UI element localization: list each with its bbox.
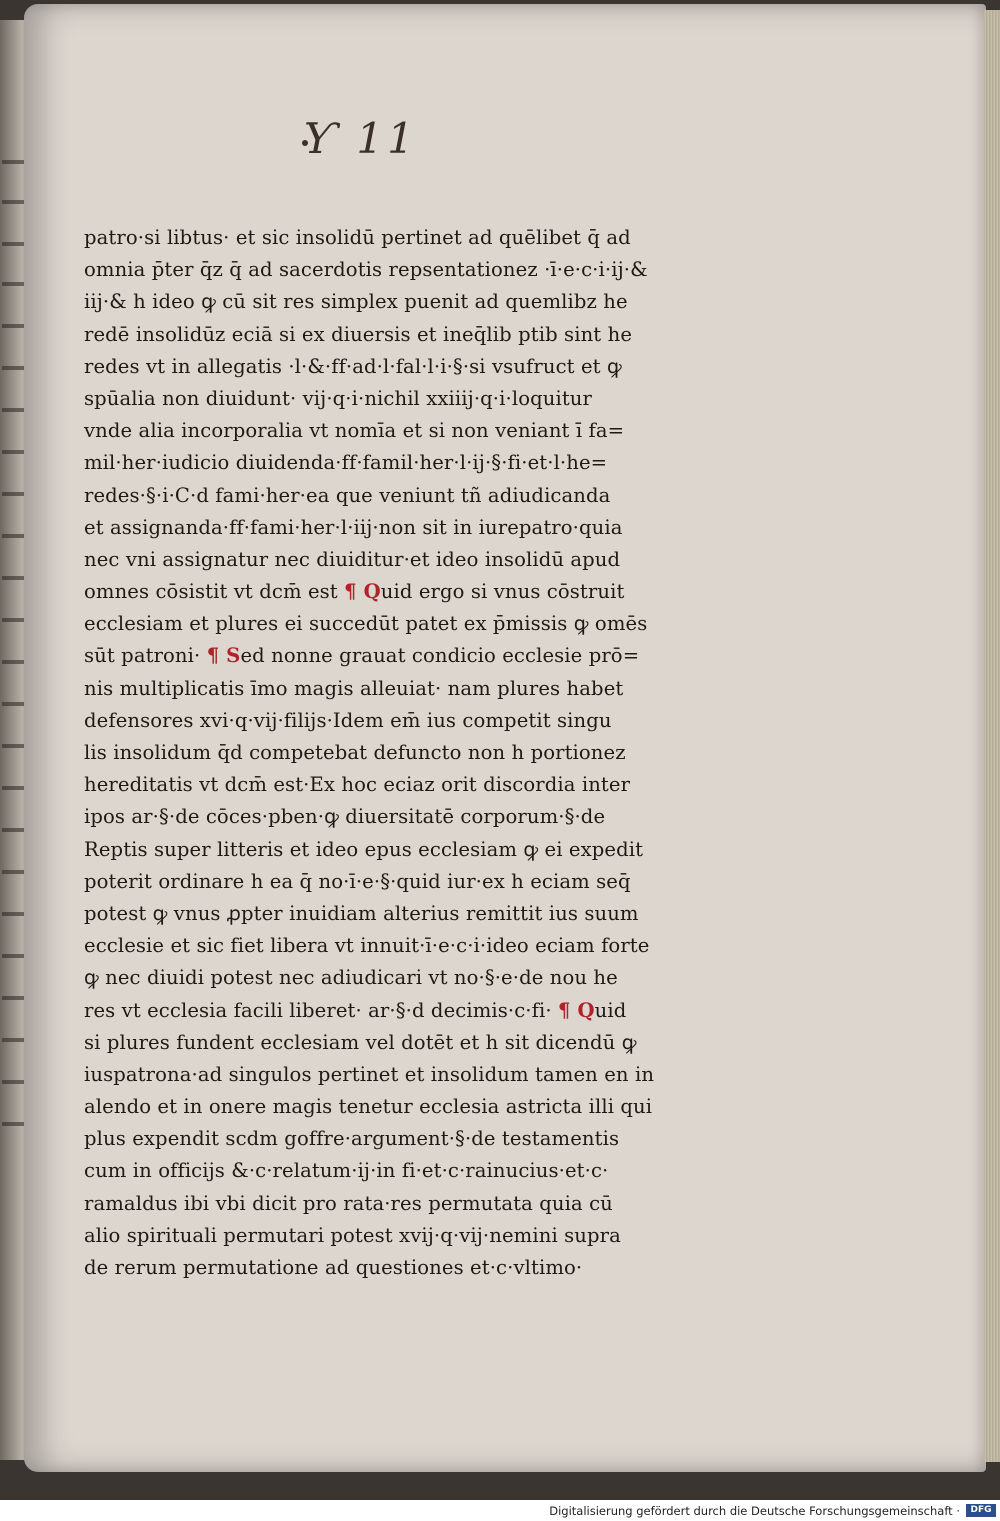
text-segment: uid ergo si vnus cōstruit — [380, 580, 625, 604]
text-segment: ramaldus ibi vbi dicit pro rata·res permutata quia cū — [84, 1191, 613, 1215]
rubricated-initial: ¶ S — [206, 644, 241, 668]
text-line — [84, 1252, 684, 1284]
text-line — [84, 608, 684, 640]
text-segment: poterit ordinare h ea q̄ no·ī·e·§·quid iur·ex h eciam seq̄ — [84, 869, 631, 893]
manuscript-page — [24, 4, 986, 1472]
text-segment: ed nonne grauat condicio ecclesie prō= — [240, 644, 640, 668]
text-segment: si plures fundent ecclesiam vel dotēt et h sit dicendū ꝙ — [84, 1030, 637, 1054]
text-segment: omnes cōsistit vt dcm̄ est — [84, 580, 345, 604]
text-line — [84, 1155, 684, 1187]
text-line — [84, 383, 684, 415]
text-line — [84, 640, 684, 672]
footer-bar — [0, 1500, 1000, 1521]
page-stack-edge — [984, 10, 1000, 1462]
incunable-text-block — [84, 222, 684, 1284]
text-segment: defensores xvi·q·vij·filijs·Idem em̄ ius competit singu — [84, 708, 612, 732]
text-line — [84, 286, 684, 318]
text-line — [84, 866, 684, 898]
text-segment: vnde alia incorporalia vt nomīa et si non veniant ī fa= — [84, 419, 625, 443]
text-line — [84, 512, 684, 544]
text-segment: ecclesiam et plures ei succedūt patet ex p̄missis ꝙ omēs — [84, 612, 648, 636]
text-line — [84, 1123, 684, 1155]
text-segment: res vt ecclesia facili liberet· ar·§·d decimis·c·fi· — [84, 998, 559, 1022]
text-segment: mil·her·iudicio diuidenda·ff·famil·her·l·ij·§·fi·et·l·he= — [84, 451, 608, 475]
text-line — [84, 737, 684, 769]
text-segment: plus expendit scdm goffre·argument·§·de testamentis — [84, 1127, 620, 1151]
text-line — [84, 1091, 684, 1123]
funding-credit: Digitalisierung gefördert durch die Deutsche Forschungsgemeinschaft · — [549, 1504, 960, 1518]
text-segment: redē insolidūz eciā si ex diuersis et ineq̄lib ptib sint he — [84, 322, 633, 346]
text-segment: cum in officijs &·c·relatum·ij·in fi·et·c·rainucius·et·c· — [84, 1159, 609, 1183]
text-line — [84, 930, 684, 962]
text-line — [84, 415, 684, 447]
text-segment: redes vt in allegatis ·l·&·ff·ad·l·fal·l·i·§·si vsufruct et ꝙ — [84, 354, 622, 378]
text-line — [84, 1027, 684, 1059]
text-segment: uid — [594, 998, 627, 1022]
text-line — [84, 801, 684, 833]
text-line — [84, 319, 684, 351]
text-segment: alio spirituali permutari potest xvij·q·vij·nemini supra — [84, 1223, 621, 1247]
text-segment: ecclesie et sic fiet libera vt innuit·ī·e·c·i·ideo eciam forte — [84, 934, 650, 958]
text-line — [84, 576, 684, 608]
text-segment: iuspatrona·ad singulos pertinet et insolidum tamen en in — [84, 1062, 655, 1086]
text-line — [84, 254, 684, 286]
text-line — [84, 834, 684, 866]
text-segment: patro·si libtus· et sic insolidū pertinet ad quēlibet q̄ ad — [84, 226, 631, 249]
folio-number: Ƴ 11 — [304, 114, 418, 163]
dfg-logo: DFG — [966, 1504, 996, 1517]
text-segment: alendo et in onere magis tenetur ecclesia astricta illi qui — [84, 1095, 653, 1119]
text-line — [84, 705, 684, 737]
text-line — [84, 962, 684, 994]
text-segment: Reptis super litteris et ideo epus ecclesiam ꝙ ei expedit — [84, 837, 644, 861]
text-segment: sūt patroni· — [84, 644, 207, 668]
text-line — [84, 898, 684, 930]
text-segment: spūalia non diuidunt· vij·q·i·nichil xxiiij·q·i·loquitur — [84, 386, 592, 410]
text-segment: omnia p̄ter q̄z q̄ ad sacerdotis repsentationez ·ī·e·c·i·ij·& — [84, 258, 648, 282]
text-line — [84, 480, 684, 512]
text-line — [84, 222, 684, 254]
text-segment: redes·§·i·C·d fami·her·ea que veniunt tñ adiudicanda — [84, 483, 611, 507]
rubricated-initial: ¶ Q — [558, 998, 595, 1022]
text-segment: de rerum permutatione ad questiones et·c·vltimo· — [84, 1256, 583, 1279]
text-line — [84, 351, 684, 383]
text-segment: et assignanda·ff·fami·her·l·iij·non sit in iurepatro·quia — [84, 515, 623, 539]
text-segment: ꝙ nec diuidi potest nec adiudicari vt no·§·e·de nou he — [84, 966, 618, 990]
rubricated-initial: ¶ Q — [344, 580, 381, 604]
text-line — [84, 769, 684, 801]
text-line — [84, 995, 684, 1027]
text-segment: nec vni assignatur nec diuiditur·et ideo insolidū apud — [84, 547, 621, 571]
text-line — [84, 673, 684, 705]
text-segment: iij·& h ideo ꝙ cū sit res simplex puenit ad quemlibz he — [84, 290, 628, 314]
text-line — [84, 1059, 684, 1091]
text-segment: hereditatis vt dcm̄ est·Ex hoc eciaz orit discordia inter — [84, 773, 631, 797]
text-line — [84, 1188, 684, 1220]
text-segment: nis multiplicatis īmo magis alleuiat· nam plures habet — [84, 676, 624, 700]
text-segment: potest ꝙ vnus ꝓpter inuidiam alterius remittit ius suum — [84, 901, 639, 925]
text-line — [84, 447, 684, 479]
text-segment: ipos ar·§·de cōces·pben·ꝙ diuersitatē corporum·§·de — [84, 805, 606, 829]
text-line — [84, 1220, 684, 1252]
text-segment: lis insolidum q̄d competebat defuncto non h portionez — [84, 741, 626, 764]
text-line — [84, 544, 684, 576]
